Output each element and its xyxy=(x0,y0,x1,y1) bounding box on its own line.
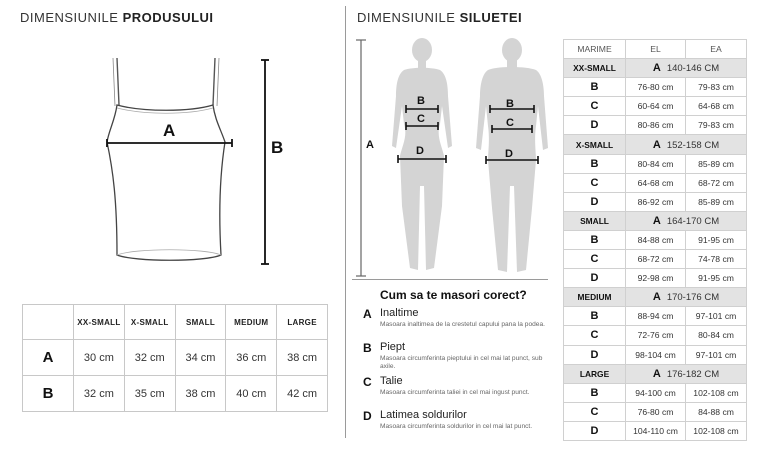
height-dimension-bar xyxy=(354,38,368,280)
row-label: C xyxy=(564,173,626,192)
measure-desc: Masoara circumferinta pieptului in cel mai lat punct, sub axile. xyxy=(380,355,543,370)
size-table-header-row xyxy=(564,40,747,59)
table-row xyxy=(564,421,747,440)
silhouette-baseline xyxy=(352,279,548,280)
table-row xyxy=(23,340,328,376)
range-letter: A xyxy=(652,138,661,151)
size-group-range xyxy=(626,135,747,154)
measure-name: Inaltime xyxy=(380,307,419,319)
table-cell: 64-68 cm xyxy=(686,97,747,116)
measure-name: Talie xyxy=(380,375,403,387)
measure-desc: Masoara inaltimea de la crestetul capului pana la podea. xyxy=(380,321,545,328)
range-letter: A xyxy=(652,62,661,75)
product-size-table xyxy=(22,304,328,412)
body-size-table xyxy=(563,39,747,441)
product-table-header-row xyxy=(23,305,328,340)
table-header-cell: LARGE xyxy=(277,305,328,340)
table-row xyxy=(564,307,747,326)
table-cell: 91-95 cm xyxy=(686,269,747,288)
table-cell: 86-92 cm xyxy=(626,192,686,211)
table-cell: 68-72 cm xyxy=(626,250,686,269)
table-row xyxy=(23,376,328,412)
male-waist-label: C xyxy=(506,117,514,129)
table-row xyxy=(564,192,747,211)
table-cell: 91-95 cm xyxy=(686,230,747,249)
table-row xyxy=(564,345,747,364)
range-letter: A xyxy=(652,367,661,380)
range-letter: A xyxy=(652,291,661,304)
table-row xyxy=(564,173,747,192)
table-cell: 84-88 cm xyxy=(626,230,686,249)
silhouette-title-bold: SILUETEI xyxy=(459,10,523,25)
table-cell: 85-89 cm xyxy=(686,192,747,211)
table-cell: 38 cm xyxy=(175,376,226,412)
female-waist-label: C xyxy=(417,113,425,125)
table-header-cell: MEDIUM xyxy=(226,305,277,340)
size-group-range xyxy=(626,59,747,78)
size-header-cell: MARIME xyxy=(564,40,626,59)
measure-title: Cum sa te masori corect? xyxy=(380,288,527,302)
table-cell: 38 cm xyxy=(277,340,328,376)
measure-letter: C xyxy=(363,375,372,389)
row-label: B xyxy=(564,78,626,97)
product-title-prefix: DIMENSIUNILE xyxy=(20,10,119,25)
table-cell: 98-104 cm xyxy=(626,345,686,364)
table-row xyxy=(564,326,747,345)
table-row xyxy=(564,116,747,135)
size-group-row xyxy=(564,211,747,230)
range-value: 176-182 CM xyxy=(666,368,720,380)
silhouette-section-title xyxy=(357,10,522,25)
male-chest-label: B xyxy=(506,98,514,110)
row-label: B xyxy=(23,376,74,412)
size-group-name: LARGE xyxy=(564,364,626,383)
table-cell: 76-80 cm xyxy=(626,78,686,97)
measure-letter: D xyxy=(363,409,372,423)
table-cell: 36 cm xyxy=(226,340,277,376)
table-cell: 42 cm xyxy=(277,376,328,412)
measure-name: Piept xyxy=(380,341,406,353)
silhouette-title-prefix: DIMENSIUNILE xyxy=(357,10,456,25)
measure-letter: B xyxy=(363,341,372,355)
size-header-cell: EL xyxy=(626,40,686,59)
table-cell: 30 cm xyxy=(74,340,125,376)
size-group-range xyxy=(626,288,747,307)
row-label: D xyxy=(564,345,626,364)
table-cell: 80-84 cm xyxy=(686,326,747,345)
height-letter: A xyxy=(366,139,374,151)
table-row xyxy=(564,78,747,97)
row-label: B xyxy=(564,154,626,173)
table-corner-cell xyxy=(23,305,74,340)
table-cell: 80-86 cm xyxy=(626,116,686,135)
male-hips-label: D xyxy=(505,148,513,160)
table-cell: 85-89 cm xyxy=(686,154,747,173)
table-cell: 34 cm xyxy=(175,340,226,376)
section-divider xyxy=(345,6,346,438)
row-label: D xyxy=(564,192,626,211)
range-value: 152-158 CM xyxy=(666,139,720,151)
female-silhouette xyxy=(382,36,462,280)
table-cell: 68-72 cm xyxy=(686,173,747,192)
table-cell: 79-83 cm xyxy=(686,116,747,135)
table-cell: 102-108 cm xyxy=(686,421,747,440)
row-label: B xyxy=(564,307,626,326)
female-hips-label: D xyxy=(416,145,424,157)
row-label: C xyxy=(564,250,626,269)
table-row xyxy=(564,154,747,173)
product-title-bold: PRODUSULUI xyxy=(122,10,214,25)
row-label: B xyxy=(564,383,626,402)
table-header-cell: SMALL xyxy=(175,305,226,340)
table-cell: 60-64 cm xyxy=(626,97,686,116)
table-row xyxy=(564,250,747,269)
table-cell: 104-110 cm xyxy=(626,421,686,440)
size-group-range xyxy=(626,211,747,230)
table-cell: 84-88 cm xyxy=(686,402,747,421)
table-cell: 88-94 cm xyxy=(626,307,686,326)
range-value: 164-170 CM xyxy=(666,215,720,227)
table-cell: 35 cm xyxy=(124,376,175,412)
table-cell: 92-98 cm xyxy=(626,269,686,288)
table-cell: 79-83 cm xyxy=(686,78,747,97)
table-cell: 72-76 cm xyxy=(626,326,686,345)
row-label: C xyxy=(564,97,626,116)
table-cell: 32 cm xyxy=(74,376,125,412)
row-label: D xyxy=(564,269,626,288)
product-dim-a-label: A xyxy=(163,121,176,140)
table-cell: 64-68 cm xyxy=(626,173,686,192)
table-cell: 80-84 cm xyxy=(626,154,686,173)
size-group-name: XX-SMALL xyxy=(564,59,626,78)
size-header-cell: EA xyxy=(686,40,747,59)
size-group-name: X-SMALL xyxy=(564,135,626,154)
table-row xyxy=(564,402,747,421)
measure-desc: Masoara circumferinta taliei in cel mai ingust punct. xyxy=(380,389,530,396)
size-group-row xyxy=(564,59,747,78)
table-header-cell: X-SMALL xyxy=(124,305,175,340)
row-label: D xyxy=(564,116,626,135)
table-row xyxy=(564,383,747,402)
size-group-name: SMALL xyxy=(564,211,626,230)
table-cell: 94-100 cm xyxy=(626,383,686,402)
table-cell: 102-108 cm xyxy=(686,383,747,402)
table-row xyxy=(564,97,747,116)
size-group-row xyxy=(564,135,747,154)
table-cell: 76-80 cm xyxy=(626,402,686,421)
measure-desc: Masoara circumferinta soldurilor in cel mai lat punct. xyxy=(380,423,533,430)
size-group-row xyxy=(564,288,747,307)
size-group-name: MEDIUM xyxy=(564,288,626,307)
measure-name: Latimea soldurilor xyxy=(380,409,467,421)
product-section-title xyxy=(20,10,214,25)
range-value: 140-146 CM xyxy=(666,63,720,75)
row-label: B xyxy=(564,230,626,249)
table-cell: 32 cm xyxy=(124,340,175,376)
row-label: D xyxy=(564,421,626,440)
tank-top-illustration xyxy=(95,50,295,275)
row-label: A xyxy=(23,340,74,376)
product-dim-b-label: B xyxy=(271,138,284,157)
table-cell: 40 cm xyxy=(226,376,277,412)
row-label: C xyxy=(564,402,626,421)
table-row xyxy=(564,269,747,288)
female-chest-label: B xyxy=(417,95,425,107)
size-group-row xyxy=(564,364,747,383)
table-header-cell: XX-SMALL xyxy=(74,305,125,340)
range-letter: A xyxy=(652,214,661,227)
table-row xyxy=(564,230,747,249)
range-value: 170-176 CM xyxy=(666,292,720,304)
table-cell: 74-78 cm xyxy=(686,250,747,269)
table-cell: 97-101 cm xyxy=(686,345,747,364)
size-group-range xyxy=(626,364,747,383)
table-cell: 97-101 cm xyxy=(686,307,747,326)
measure-letter: A xyxy=(363,307,372,321)
row-label: C xyxy=(564,326,626,345)
